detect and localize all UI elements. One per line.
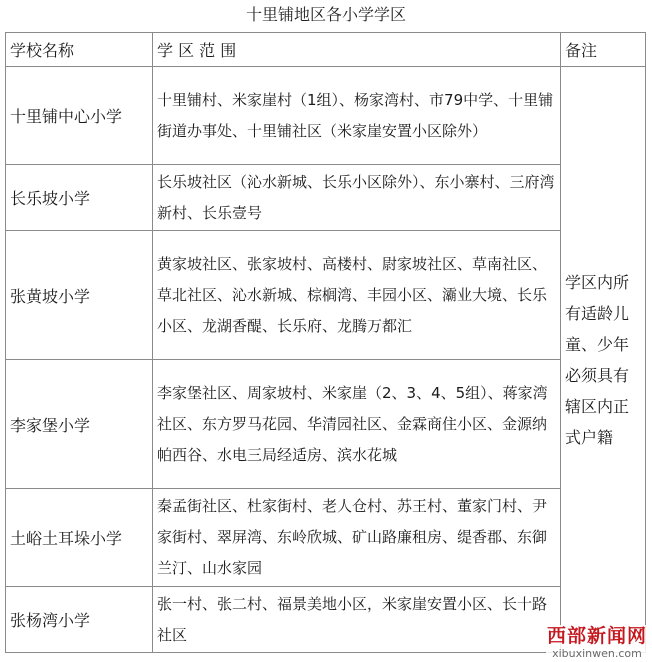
school-name-cell: 长乐坡小学 bbox=[6, 165, 153, 231]
district-range-cell: 张一村、张二村、福景美地小区，米家崖安置小区、长十路社区 bbox=[153, 587, 561, 653]
district-range-cell: 秦孟街社区、杜家街村、老人仓村、苏王村、董家门村、尹家街村、翠屏湾、东岭欣城、矿山路廉租房、缇香郡、东御兰汀、山水家园 bbox=[153, 489, 561, 587]
district-range-cell: 李家堡社区、周家坡村、米家崖（2、3、4、5组）、蒋家湾社区、东方罗马花园、华清园社区、金霖商住小区、金源纳帕西谷、水电三局经适房、滨水花城 bbox=[153, 360, 561, 489]
district-range-cell: 长乐坡社区（沁水新城、长乐小区除外）、东小寨村、三府湾新村、长乐壹号 bbox=[153, 165, 561, 231]
header-school-name: 学校名称 bbox=[6, 33, 153, 67]
header-district-range: 学 区 范 围 bbox=[153, 33, 561, 67]
site-watermark bbox=[546, 625, 648, 660]
table-header-row bbox=[6, 33, 646, 67]
table-row bbox=[6, 489, 646, 587]
watermark-domain: xibuxinwen.com bbox=[552, 647, 642, 660]
remarks-cell: 学区内所有适龄儿童、少年必须具有辖区内正式户籍 bbox=[561, 67, 646, 653]
school-name-cell: 李家堡小学 bbox=[6, 360, 153, 489]
school-name-cell: 张黄坡小学 bbox=[6, 231, 153, 360]
district-range-cell: 黄家坡社区、张家坡村、高楼村、尉家坡社区、草南社区、草北社区、沁水新城、棕榈湾、丰园小区、灞业大境、长乐小区、龙湖香醍、长乐府、龙腾万都汇 bbox=[153, 231, 561, 360]
school-name-cell: 张杨湾小学 bbox=[6, 587, 153, 653]
watermark-site-name: 西部新闻网 bbox=[546, 625, 647, 647]
table-row bbox=[6, 231, 646, 360]
school-name-cell: 土峪土耳垛小学 bbox=[6, 489, 153, 587]
header-remarks: 备注 bbox=[561, 33, 646, 67]
table-row bbox=[6, 67, 646, 165]
document-title: 十里铺地区各小学学区 bbox=[245, 5, 406, 24]
table-row bbox=[6, 165, 646, 231]
district-range-cell: 十里铺村、米家崖村（1组）、杨家湾村、市79中学、十里铺街道办事处、十里铺社区（米家崖安置小区除外） bbox=[153, 67, 561, 165]
table-row bbox=[6, 360, 646, 489]
school-district-table bbox=[5, 32, 646, 653]
school-name-cell: 十里铺中心小学 bbox=[6, 67, 153, 165]
